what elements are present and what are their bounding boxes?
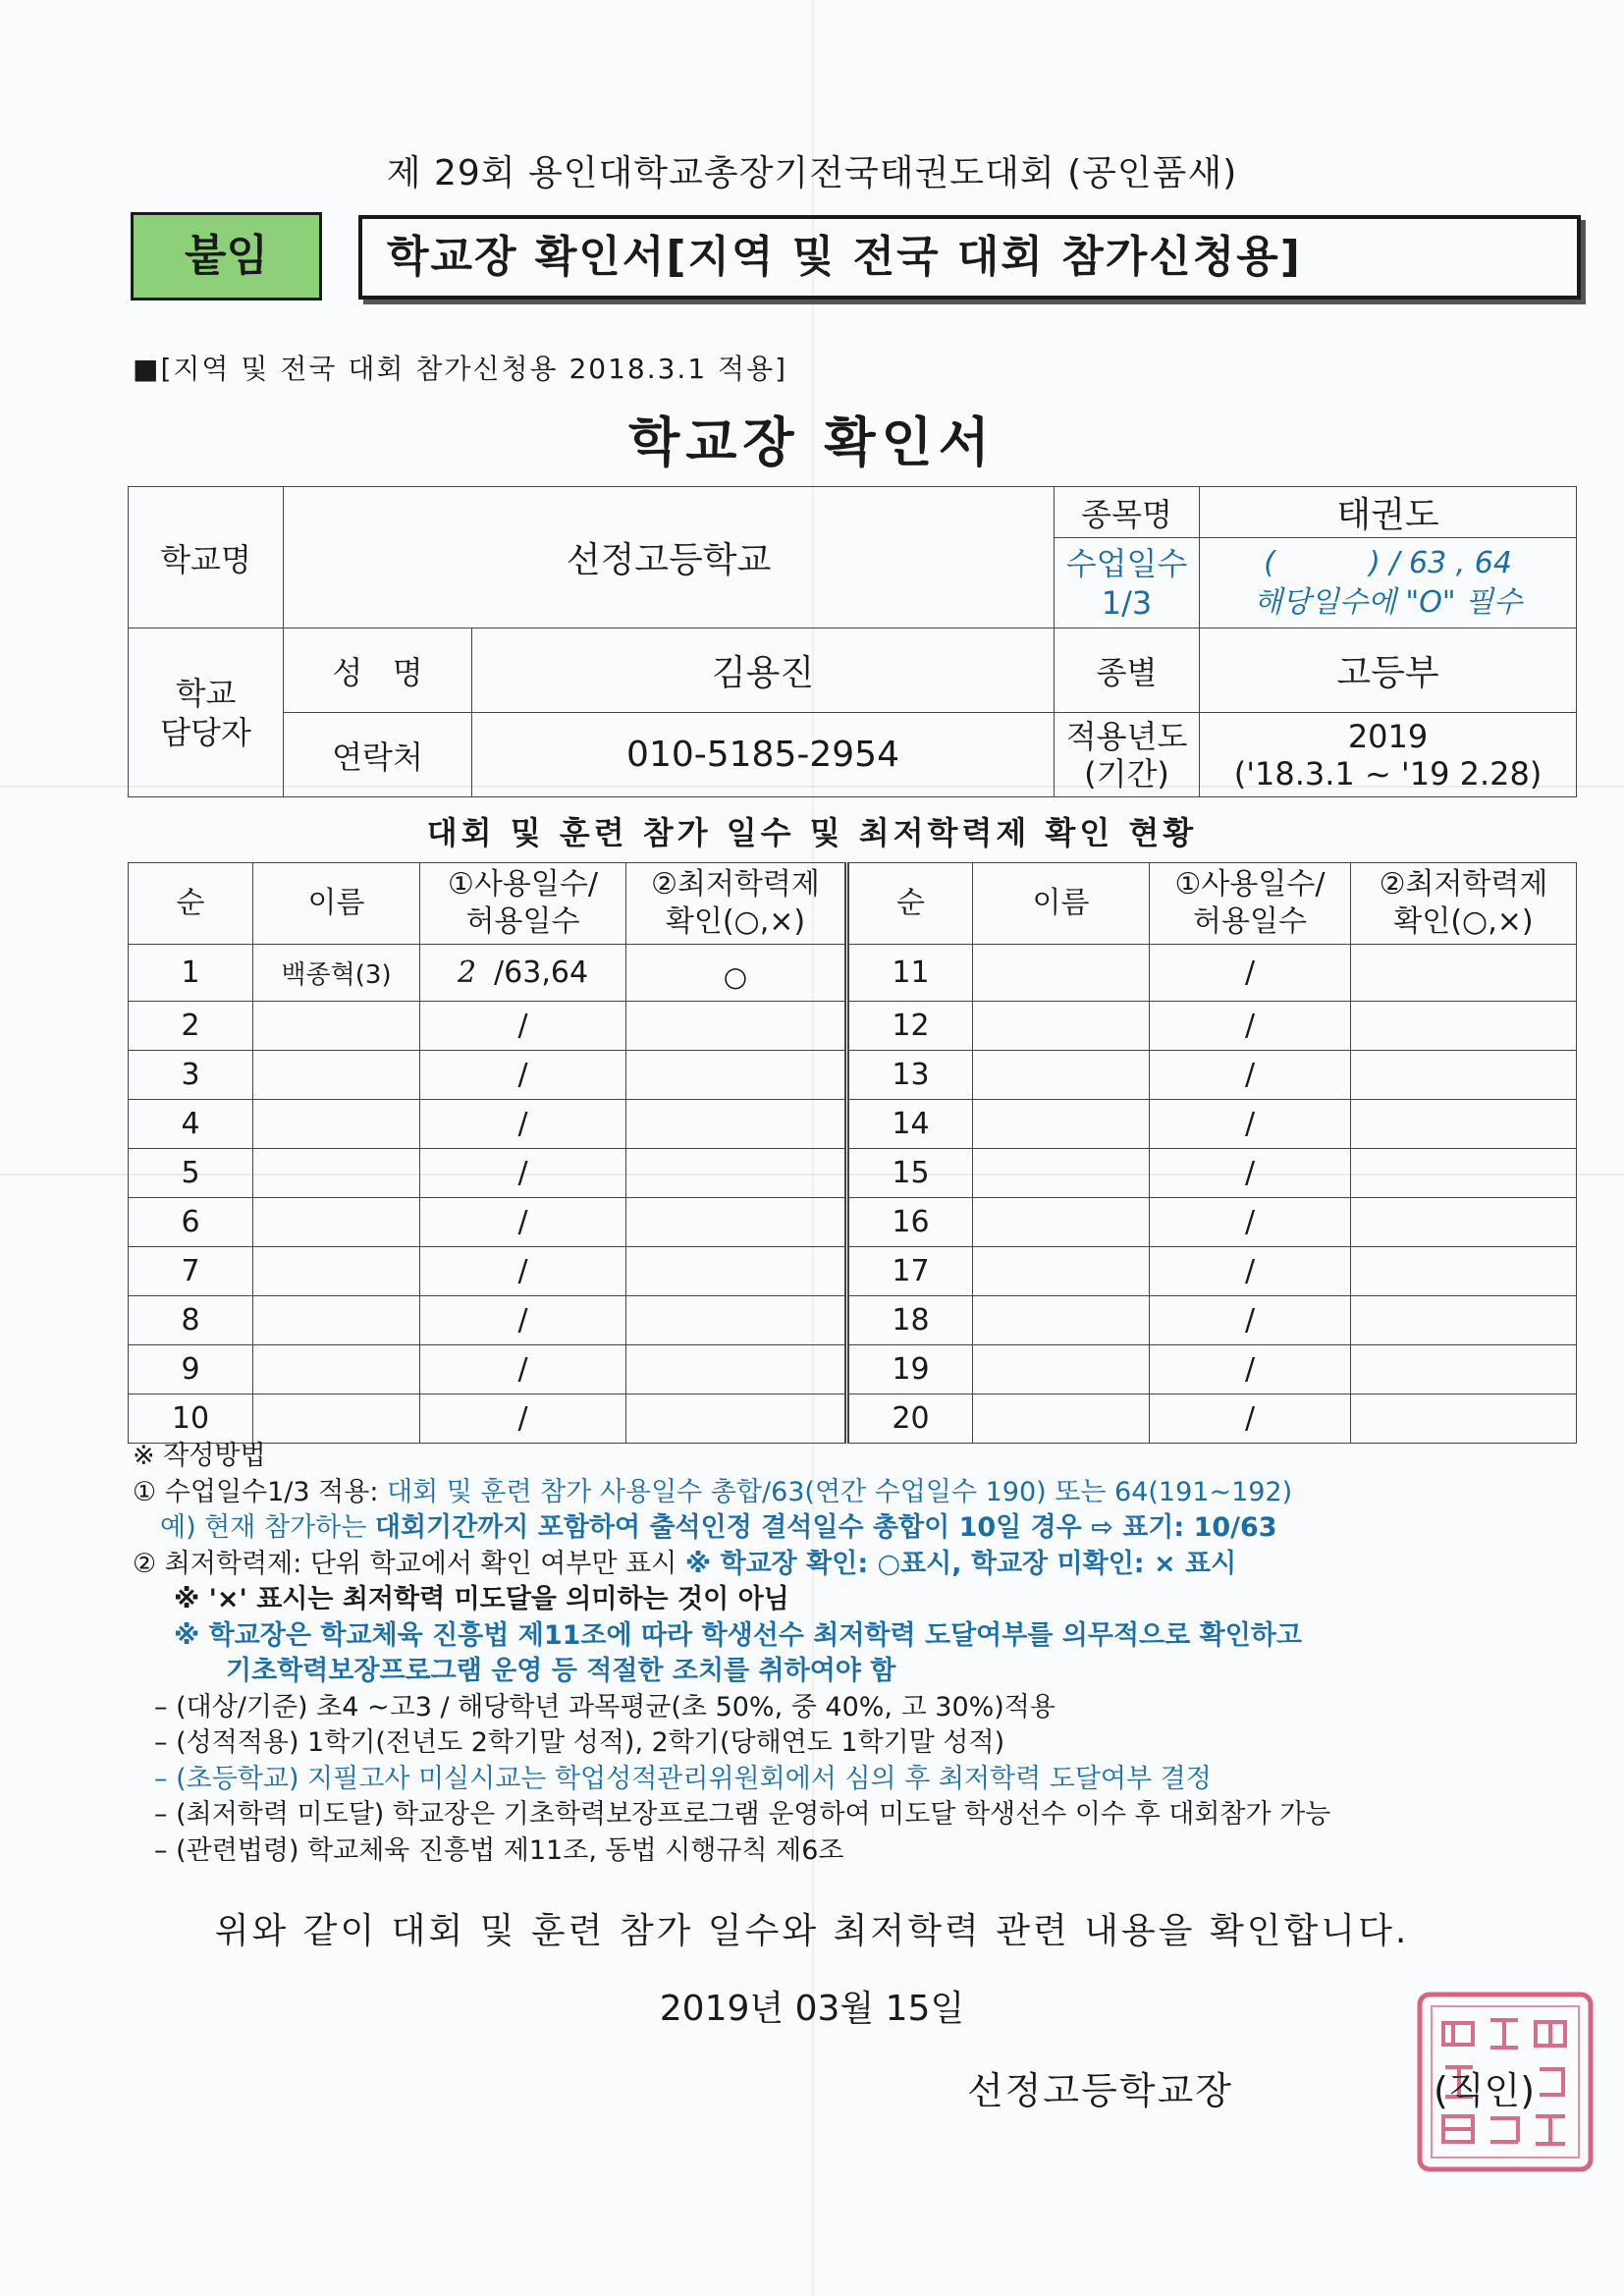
row-name [973,1296,1150,1345]
row-check [626,1100,847,1149]
table-row [129,1149,1577,1198]
instruction-part: ※ 학교장 확인: ○표시, 학교장 미확인: × 표시 [684,1548,1237,1579]
instruction-line: – (초등학교) 지필고사 미실시교는 학업성적관리위원회에서 심의 후 최저학력 도달여부 결정 [154,1763,1212,1794]
row-name [253,1002,420,1051]
name-label: 성 명 [284,629,472,713]
row-days: / [420,1051,626,1100]
manager-label-line: 담당자 [160,713,251,751]
row-no: 6 [129,1198,253,1247]
instruction-part: 대회 및 훈련 참가 사용일수 총합/63(연간 수업일수 190) 또는 64(191~192) [387,1476,1293,1507]
row-name [973,1247,1150,1296]
participation-table [128,862,1577,1444]
instructions [133,1439,1586,1869]
row-days: / [420,1198,626,1247]
instruction-line [133,1510,1586,1547]
row-check [626,1198,847,1247]
row-check [1351,1002,1577,1051]
row-check [626,1002,847,1051]
col-no: 순 [847,863,973,945]
row-days: / [420,1149,626,1198]
row-days: / [1150,1394,1351,1444]
row-name [973,1051,1150,1100]
event-value: 태권도 [1200,487,1577,538]
status-title: 대회 및 훈련 참가 일수 및 최저학력제 확인 현황 [426,814,1198,851]
instruction-line: 기초학력보장프로그램 운영 등 적절한 조치를 취하여야 함 [226,1656,896,1686]
row-name: 백종혁(3) [253,945,420,1002]
year-label-line: 적용년도 [1065,717,1188,755]
row-name [253,1051,420,1100]
row-days: / [1150,1100,1351,1149]
row-check [626,1247,847,1296]
year-value [1200,713,1577,797]
seal-label: (직인) [1434,2069,1536,2112]
row-days: / [420,1100,626,1149]
row-no: 1 [129,945,253,1002]
row-check [1351,1198,1577,1247]
row-no: 5 [129,1149,253,1198]
form-heading: 학교장 확인서[지역 및 전국 대회 참가신청용] [358,215,1581,300]
row-days: / [420,1296,626,1345]
row-no: 10 [129,1394,253,1444]
table-row [129,1100,1577,1149]
row-check: ○ [626,945,847,1002]
manager-label [129,629,284,797]
row-no: 18 [847,1296,973,1345]
table-row [129,945,1577,1002]
row-name [973,1002,1150,1051]
instruction-part: ① 수업일수1/3 적용: [133,1476,387,1507]
row-days: / [1150,1296,1351,1345]
instructions-heading: ※ 작성방법 [133,1441,266,1471]
table-row [129,1345,1577,1394]
contact-value: 010-5185-2954 [472,713,1055,797]
row-name [253,1198,420,1247]
instruction-part: 대회기간까지 포함하여 출석인정 결석일수 총합이 10일 경우 ⇨ 표기: 10/63 [374,1512,1277,1543]
row-no: 13 [847,1051,973,1100]
col-min-line: 확인(○,×) [665,904,806,939]
col-min-line: 확인(○,×) [1393,904,1534,939]
col-days [1150,863,1351,945]
col-name: 이름 [253,863,420,945]
page-title: 학교장 확인서 [628,411,996,473]
col-min [626,863,847,945]
col-days-line: ①사용일수/ [448,867,598,902]
col-days-line: ①사용일수/ [1174,867,1326,902]
row-check [626,1149,847,1198]
competition-title: 제 29회 용인대학교총장기전국태권도대회 (공인품새) [386,153,1238,193]
row-no: 16 [847,1198,973,1247]
table-row [129,1394,1577,1444]
school-name-label: 학교명 [129,487,284,629]
class-days-label [1055,538,1200,629]
class-days-label-line: 1/3 [1101,583,1153,622]
col-name: 이름 [973,863,1150,945]
row-days: / [1150,1198,1351,1247]
confirmation-text: 위와 같이 대회 및 훈련 참가 일수와 최저학력 관련 내용을 확인합니다. [214,1911,1410,1951]
row-no: 17 [847,1247,973,1296]
row-no: 7 [129,1247,253,1296]
year-number: 2019 [1347,717,1429,755]
row-name [253,1345,420,1394]
row-name [253,1296,420,1345]
row-days: / [1150,1149,1351,1198]
annex-label: 붙임 [131,212,322,301]
row-no: 14 [847,1100,973,1149]
row-no: 4 [129,1100,253,1149]
class-days-ratio: ( ) / 63 , 64 [1264,545,1512,580]
division-value: 고등부 [1200,629,1577,713]
row-name [253,1100,420,1149]
handwritten-days: 2 [457,956,477,990]
row-no: 8 [129,1296,253,1345]
row-check [1351,1296,1577,1345]
row-check [626,1345,847,1394]
row-no: 3 [129,1051,253,1100]
row-check [1351,1051,1577,1100]
manager-label-line: 학교 [175,674,237,712]
instruction-line [133,1547,1586,1583]
row-days: / [420,1002,626,1051]
row-name [973,1394,1150,1444]
row-days: / [1150,1247,1351,1296]
row-check [626,1051,847,1100]
table-row [129,1296,1577,1345]
row-check [626,1394,847,1444]
col-days-line: 허용일수 [465,904,580,939]
table-row [129,1002,1577,1051]
instruction-line: – (관련법령) 학교체육 진흥법 제11조, 동법 시행규칙 제6조 [154,1834,844,1866]
issue-date: 2019년 03월 15일 [659,1989,965,2029]
instruction-part: ② 최저학력제: 단위 학교에서 확인 여부만 표시 [133,1548,685,1579]
row-name [973,1198,1150,1247]
manager-name: 김용진 [472,629,1055,713]
row-days: / [1150,1345,1351,1394]
row-days: / [420,1247,626,1296]
row-no: 11 [847,945,973,1002]
class-days-label-line: 수업일수 [1065,544,1188,582]
row-no: 9 [129,1345,253,1394]
row-name [973,1149,1150,1198]
row-check [1351,1394,1577,1444]
contact-label: 연락처 [284,713,472,797]
row-name [973,1345,1150,1394]
row-check [1351,1100,1577,1149]
col-no: 순 [129,863,253,945]
row-days: / [1150,945,1351,1002]
row-no: 19 [847,1345,973,1394]
table-header-row [129,863,1577,945]
row-no: 12 [847,1002,973,1051]
class-days-value [1200,538,1577,629]
school-info-table [128,486,1577,797]
col-days [420,863,626,945]
instruction-line [133,1475,1586,1511]
row-name [253,1394,420,1444]
instruction-line: – (성적적용) 1학기(전년도 2학기말 성적), 2학기(당해연도 1학기말 성적) [154,1727,1005,1758]
table-row [129,1051,1577,1100]
division-label: 종별 [1055,629,1200,713]
row-days: / [1150,1002,1351,1051]
row-check [626,1296,847,1345]
row-check [1351,945,1577,1002]
row-days: / [1150,1051,1351,1100]
row-name [973,1100,1150,1149]
instruction-line: – (최저학력 미도달) 학교장은 기초학력보장프로그램 운영하여 미도달 학생선수 이수 후 대회참가 가능 [154,1799,1331,1830]
row-days: / [420,1394,626,1444]
year-period: ('18.3.1 ~ '19 2.28) [1233,754,1543,793]
instruction-line: – (대상/기준) 초4 ~고3 / 해당학년 과목평균(초 50%, 중 40%, 고 30%)적용 [154,1691,1056,1722]
col-min [1351,863,1577,945]
row-check [1351,1247,1577,1296]
school-name: 선정고등학교 [284,487,1055,629]
instruction-part: 예) 현재 참가하는 [160,1512,375,1543]
col-days-line: 허용일수 [1193,904,1307,939]
row-days-text: /63,64 [494,956,589,990]
event-label: 종목명 [1055,487,1200,538]
table-row [129,1198,1577,1247]
principal-title: 선정고등학교장 [967,2069,1233,2112]
row-name [253,1149,420,1198]
table-row [129,1247,1577,1296]
col-min-line: ②최저학력제 [651,867,820,902]
year-label-line: (기간) [1084,754,1169,793]
col-min-line: ②최저학력제 [1379,867,1548,902]
row-name [973,945,1150,1002]
row-no: 20 [847,1394,973,1444]
row-no: 2 [129,1002,253,1051]
row-no: 15 [847,1149,973,1198]
row-days: / [420,1345,626,1394]
instruction-line: ※ 학교장은 학교체육 진흥법 제11조에 따라 학생선수 최저학력 도달여부를 의무적으로 확인하고 [174,1619,1302,1651]
row-name [253,1247,420,1296]
class-days-note: 해당일수에 "O" 필수 [1253,584,1523,620]
row-check [1351,1149,1577,1198]
year-label [1055,713,1200,797]
instruction-line: ※ '×' 표시는 최저학력 미도달을 의미하는 것이 아님 [174,1584,789,1614]
row-days [420,945,626,1002]
form-note: ■[지역 및 전국 대회 참가신청용 2018.3.1 적용] [133,353,788,385]
row-check [1351,1345,1577,1394]
